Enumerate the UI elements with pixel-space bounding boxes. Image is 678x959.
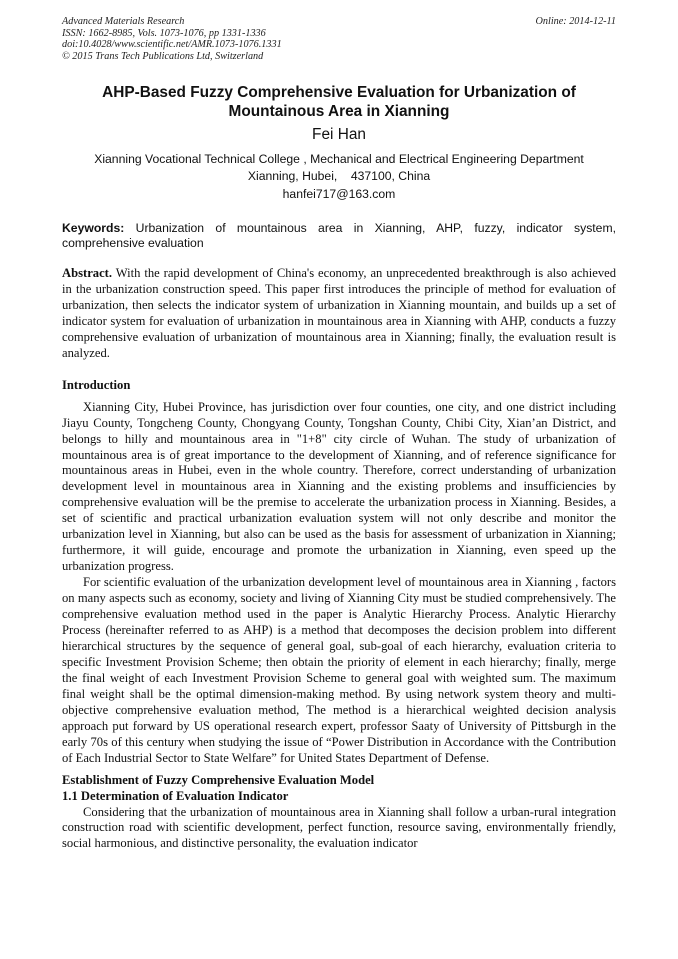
intro-paragraph-1: Xianning City, Hubei Province, has jurisdiction over four counties, one city, and one district including Jiayu County, Tongcheng County, Chongyang County, Tongshan County, Chibi City, Xian’an District, and belongs to hilly and mountainous area in "1+8" city circle of Wuhan. The study of urbanization of mountainous area is of great importance to the development of Xianning, and of reference significance for mountainous areas in Hubei, even in the whole country. Therefore, correct understanding of urbanization development level in mountainous area in Xianning and the existing problems and insufficiencies by comprehensive evaluation will be the premise to accelerate the urbanization process in Xianning. Besides, a set of scientific and practical urbanization evaluation system will not only describe and monitor the urbanization level in Xianning, but also can be used as the basis for assessment of urbanization in Xianning; furthermore, it will guide, encourage and promote the urbanization in Xianning, even speed up the urbanization progress. — [62, 399, 616, 574]
intro-paragraph-2: For scientific evaluation of the urbanization development level of mountainous area in Xianning , factors on many aspects such as economy, society and living of Xianning City must be studied comprehensively. The comprehensive evaluation method used in the paper is Analytic Hierarchy Process. Analytic Hierarchy Process (hereinafter referred to as AHP) is a method that decomposes the decision problem into different hierarchical structures by the sequence of general goal, sub-goal of each hierarchy, evaluation criteria to specific Investment Provision Scheme; then obtain the priority of element in each hierarchy; finally, merge the final weight of each Investment Provision Scheme to general goal with weighted sum. The maximum final weight shall be the optimal dimension-making method. By using network system theory and multi-objective comprehensive evaluation method, The method is a hierarchical weighted decision analysis approach put forward by US operational research expert, professor Saaty of University of Pittsburgh in the early 70s of this century when studying the issue of “Power Distribution in Accordance with the Contribution of Each Industrial Sector to State Welfare” for United States Department of Defense. — [62, 575, 616, 765]
copyright-line: © 2015 Trans Tech Publications Ltd, Switzerland — [62, 50, 264, 62]
abstract-label: Abstract. — [62, 266, 113, 280]
doi-line: doi:10.4028/www.scientific.net/AMR.1073-1076.1331 — [62, 39, 282, 51]
title-line-2: Mountainous Area in Xianning — [228, 103, 450, 120]
subsection-heading: 1.1 Determination of Evaluation Indicator — [62, 788, 289, 803]
title-line-1: AHP-Based Fuzzy Comprehensive Evaluation for Urbanization of — [102, 84, 576, 101]
abstract — [62, 266, 616, 362]
section-heading: Establishment of Fuzzy Comprehensive Evaluation Model — [62, 772, 375, 787]
author-email: hanfei717@163.com — [282, 187, 396, 201]
issn-line: ISSN: 1662-8985, Vols. 1073-1076, pp 1331-1336 — [62, 27, 266, 39]
keywords-label: Keywords: — [62, 221, 125, 235]
subsection-paragraph-1: Considering that the urbanization of mountainous area in Xianning shall follow a urban-rural integration construction road with scientific development, perfect function, resource saving, environmentally friendly, social harmonious, and distinctive personality, the evaluation indicator — [62, 804, 616, 851]
journal-name: Advanced Materials Research — [62, 16, 185, 27]
keywords-text: Urbanization of mountainous area in Xianning, AHP, fuzzy, indicator system, comprehensive evaluation — [62, 221, 616, 251]
affiliation-line-2: Xianning, Hubei, 437100, China — [247, 168, 431, 183]
author-name: Fei Han — [312, 126, 366, 143]
paper-title — [62, 83, 616, 121]
paper-body — [62, 266, 616, 852]
affiliation — [62, 151, 616, 184]
online-date: Online: 2014-12-11 — [535, 16, 616, 27]
introduction-heading: Introduction — [62, 377, 131, 392]
abstract-text: With the rapid development of China's economy, an unprecedented breakthrough is also achieved in the urbanization construction speed. This paper first introduces the principle of method for evaluation of urbanization, then selects the indicator system of urbanization in Xianning mountain, and builds up a set of indicator system for evaluation of urbanization in mountainous area in Xianning with AHP, conducts a fuzzy comprehensive evaluation of urbanization of mountainous area in Xianning; finally, the evaluation result is analyzed. — [62, 266, 616, 360]
keywords — [62, 221, 616, 252]
affiliation-line-1: Xianning Vocational Technical College , Mechanical and Electrical Engineering Department — [94, 152, 584, 166]
journal-header — [62, 16, 616, 62]
